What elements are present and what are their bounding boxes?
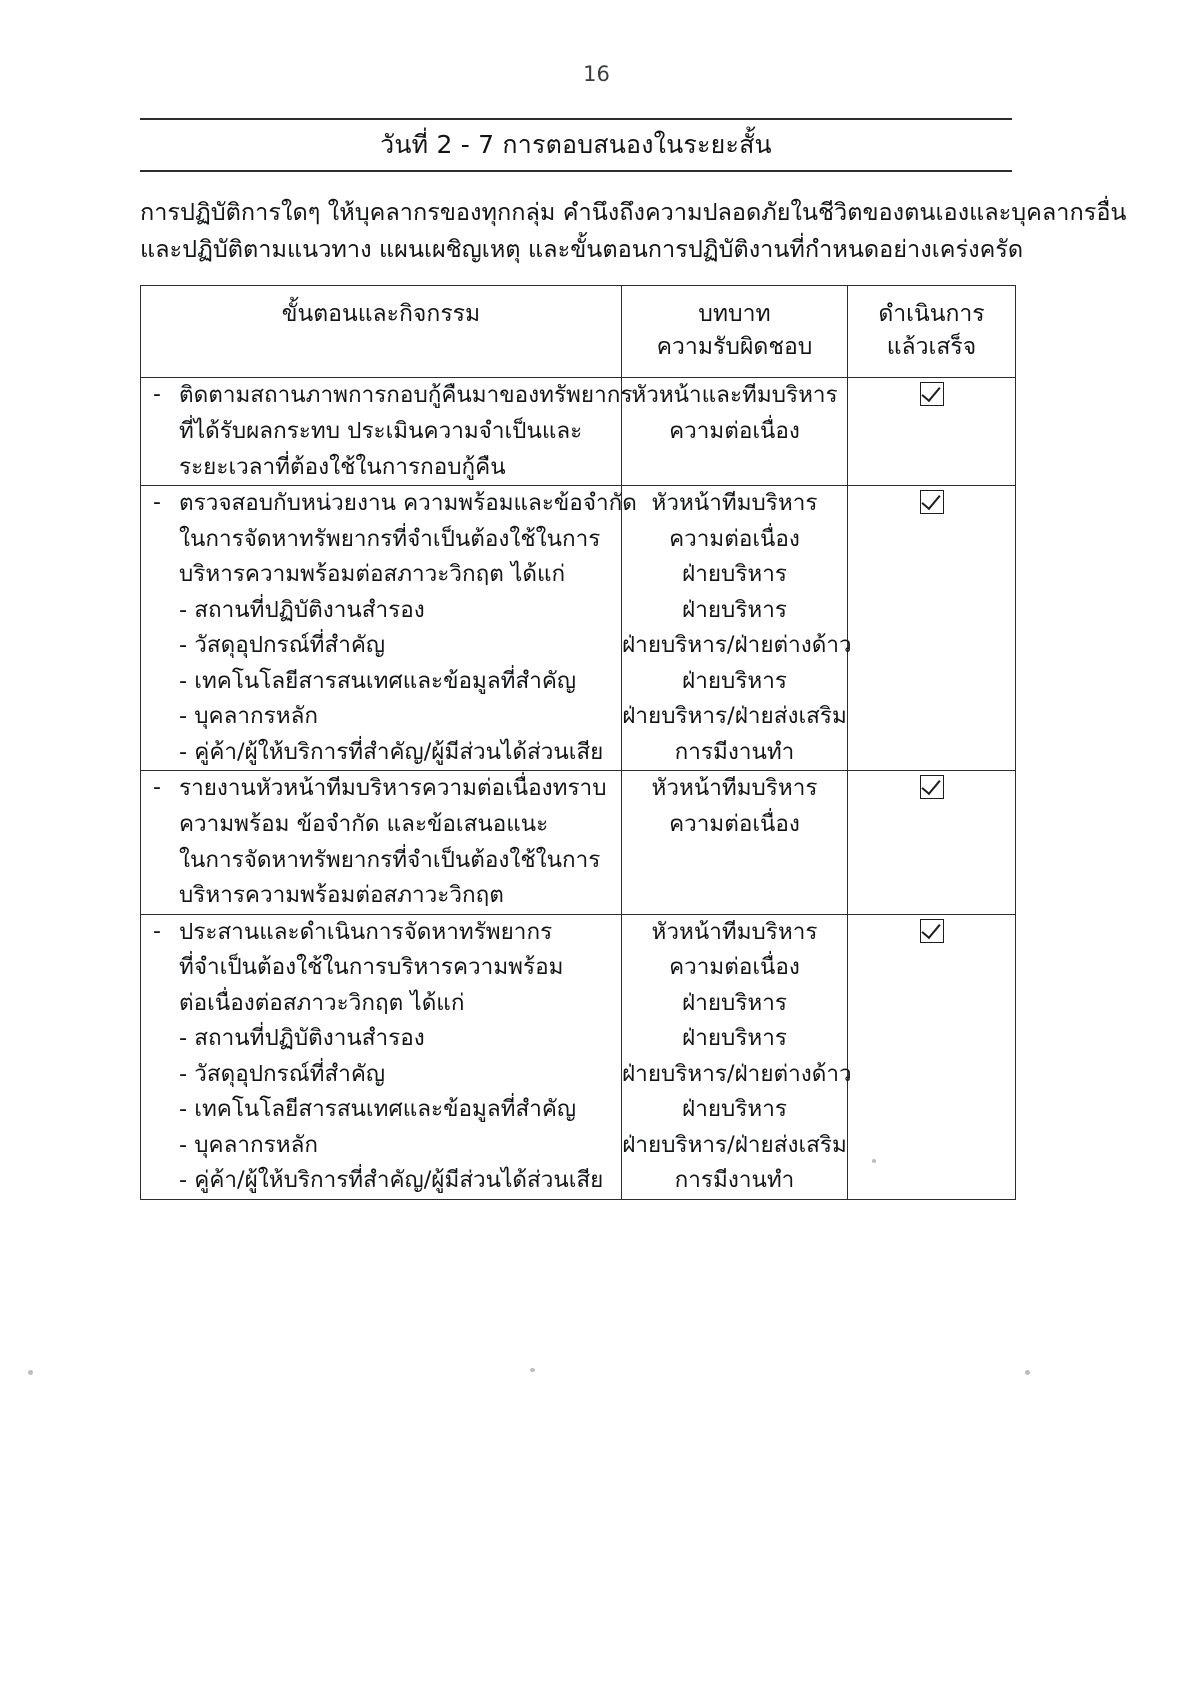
step-text-line: - บุคลากรหลัก: [179, 1131, 318, 1158]
step-text-line: ความพร้อม ข้อจำกัด และข้อเสนอแนะ: [179, 810, 549, 837]
checked-checkbox-icon[interactable]: [920, 382, 944, 406]
cell-status: [848, 378, 1016, 486]
step-text-line: ที่ได้รับผลกระทบ ประเมินความจำเป็นและ: [179, 417, 583, 444]
table-header-row: [141, 286, 1016, 378]
step-text-line: - บุคลากรหลัก: [179, 703, 318, 730]
header-cell-step: [141, 286, 622, 378]
scan-speck: [28, 1370, 33, 1375]
role-text-line: หัวหน้าทีมบริหาร: [651, 490, 818, 517]
cell-status: [848, 771, 1016, 914]
step-text-line: - เทคโนโลยีสารสนเทศและข้อมูลที่สำคัญ: [179, 667, 577, 694]
cell-status: [848, 486, 1016, 771]
role-text-line: ความต่อเนื่อง: [669, 417, 800, 444]
step-text-line: - คู่ค้า/ผู้ให้บริการที่สำคัญ/ผู้มีส่วนได้ส่วนเสีย: [179, 738, 604, 765]
step-text-line: ตรวจสอบกับหน่วยงาน ความพร้อมและข้อจำกัด: [179, 490, 637, 517]
header-role-line-2: ความรับผิดชอบ: [656, 333, 813, 360]
section-title-block: [140, 118, 1012, 172]
step-text-line: รายงานหัวหน้าทีมบริหารความต่อเนื่องทราบ: [179, 775, 607, 802]
table-row: [141, 378, 1016, 486]
header-step-label: ขั้นตอนและกิจกรรม: [281, 301, 481, 328]
cell-step: [141, 914, 622, 1199]
step-text-line: ติดตามสถานภาพการกอบกู้คืนมาของทรัพยากร: [179, 382, 633, 409]
step-content: [141, 486, 637, 770]
header-role-line-1: บทบาท: [698, 301, 771, 328]
step-content: [141, 771, 621, 913]
role-text-line: ความต่อเนื่อง: [669, 525, 800, 552]
role-text-line: ฝ่ายบริหาร/ฝ่ายส่งเสริม: [622, 1131, 847, 1158]
cell-step: [141, 378, 633, 486]
role-text-line: หัวหน้าและทีมบริหาร: [631, 382, 838, 409]
bullet-dash: -: [153, 490, 161, 516]
role-text-line: ฝ่ายบริหาร: [682, 989, 787, 1016]
bullet-dash: -: [153, 382, 161, 408]
intro-line-2: และปฏิบัติตามแนวทาง แผนเผชิญเหตุ และขั้นตอนการปฏิบัติงานที่กำหนดอย่างเคร่งครัด: [140, 234, 1024, 263]
cell-role: [622, 771, 848, 914]
bullet-dash: -: [153, 918, 161, 944]
step-text-line: - คู่ค้า/ผู้ให้บริการที่สำคัญ/ผู้มีส่วนได้ส่วนเสีย: [179, 1167, 604, 1194]
role-text-line: การมีงานทำ: [674, 738, 795, 765]
role-text-line: ฝ่ายบริหาร: [682, 667, 787, 694]
page-content: [140, 118, 1127, 1200]
cell-step: [141, 486, 637, 771]
step-text-line: - สถานที่ปฏิบัติงานสำรอง: [179, 1025, 425, 1052]
scan-speck: [1025, 1370, 1030, 1375]
step-text-line: ในการจัดหาทรัพยากรที่จำเป็นต้องใช้ในการ: [179, 525, 601, 552]
step-text-line: ที่จำเป็นต้องใช้ในการบริหารความพร้อม: [179, 954, 564, 981]
step-content: [141, 915, 621, 1199]
step-text-line: บริหารความพร้อมต่อสภาวะวิกฤต: [179, 882, 504, 909]
step-text-line: บริหารความพร้อมต่อสภาวะวิกฤต ได้แก่: [179, 561, 566, 588]
step-text-line: - วัสดุอุปกรณ์ที่สำคัญ: [179, 632, 386, 659]
intro-line-1: การปฏิบัติการใดๆ ให้บุคลากรของทุกกลุ่ม คำนึงถึงความปลอดภัยในชีวิตของตนเองและบุคลากรอื่น: [140, 198, 1127, 227]
role-text-line: ฝ่ายบริหาร/ฝ่ายต่างด้าว: [622, 1060, 852, 1087]
cell-role: [622, 486, 852, 771]
table-head: [141, 286, 1016, 378]
step-text-line: ต่อเนื่องต่อสภาวะวิกฤต ได้แก่: [179, 989, 465, 1016]
role-text-line: ฝ่ายบริหาร: [682, 561, 787, 588]
role-text-line: ฝ่ายบริหาร: [682, 1025, 787, 1052]
role-text-line: ฝ่ายบริหาร/ฝ่ายต่างด้าว: [622, 632, 852, 659]
bullet-dash: -: [153, 775, 161, 801]
cell-status: [848, 914, 1016, 1199]
cell-role: [622, 378, 848, 486]
role-text-line: ความต่อเนื่อง: [669, 810, 800, 837]
page-title: วันที่ 2 - 7 การตอบสนองในระยะสั้น: [380, 130, 772, 159]
checked-checkbox-icon[interactable]: [920, 919, 944, 943]
table-row: [141, 914, 1016, 1199]
page-number: 16: [583, 62, 610, 86]
step-text-line: - สถานที่ปฏิบัติงานสำรอง: [179, 596, 425, 623]
step-text-line: - เทคโนโลยีสารสนเทศและข้อมูลที่สำคัญ: [179, 1096, 577, 1123]
procedure-table: [140, 285, 1016, 1200]
cell-role: [622, 914, 852, 1199]
header-cell-status: [848, 286, 1016, 378]
scan-speck: [530, 1368, 535, 1372]
checked-checkbox-icon[interactable]: [920, 775, 944, 799]
checked-checkbox-icon[interactable]: [920, 490, 944, 514]
role-text-line: หัวหน้าทีมบริหาร: [651, 775, 818, 802]
step-text-lines: [179, 771, 621, 913]
step-text-line: ประสานและดำเนินการจัดหาทรัพยากร: [179, 918, 553, 945]
role-text-line: ฝ่ายบริหาร: [682, 1096, 787, 1123]
header-status-labels: [848, 286, 1015, 377]
header-status-line-2: แล้วเสร็จ: [886, 333, 977, 360]
intro-paragraph: [140, 194, 1127, 267]
step-text-line: - วัสดุอุปกรณ์ที่สำคัญ: [179, 1060, 386, 1087]
role-text-line: หัวหน้าทีมบริหาร: [651, 918, 818, 945]
table-row: [141, 771, 1016, 914]
role-text-line: ฝ่ายบริหาร: [682, 596, 787, 623]
table-row: [141, 486, 1016, 771]
header-role-labels: [622, 286, 847, 377]
role-text-line: การมีงานทำ: [674, 1167, 795, 1194]
header-cell-role: [622, 286, 848, 378]
step-text-lines: [179, 486, 637, 770]
step-text-lines: [179, 378, 632, 485]
role-text-line: ฝ่ายบริหาร/ฝ่ายส่งเสริม: [622, 703, 847, 730]
step-content: [141, 378, 633, 485]
header-status-line-1: ดำเนินการ: [878, 301, 985, 328]
step-text-lines: [179, 915, 621, 1199]
cell-step: [141, 771, 622, 914]
step-text-line: ระยะเวลาที่ต้องใช้ในการกอบกู้คืน: [179, 453, 506, 480]
table-body: [141, 378, 1016, 1200]
scan-speck: [872, 1159, 876, 1163]
step-text-line: ในการจัดหาทรัพยากรที่จำเป็นต้องใช้ในการ: [179, 846, 601, 873]
role-text-line: ความต่อเนื่อง: [669, 954, 800, 981]
